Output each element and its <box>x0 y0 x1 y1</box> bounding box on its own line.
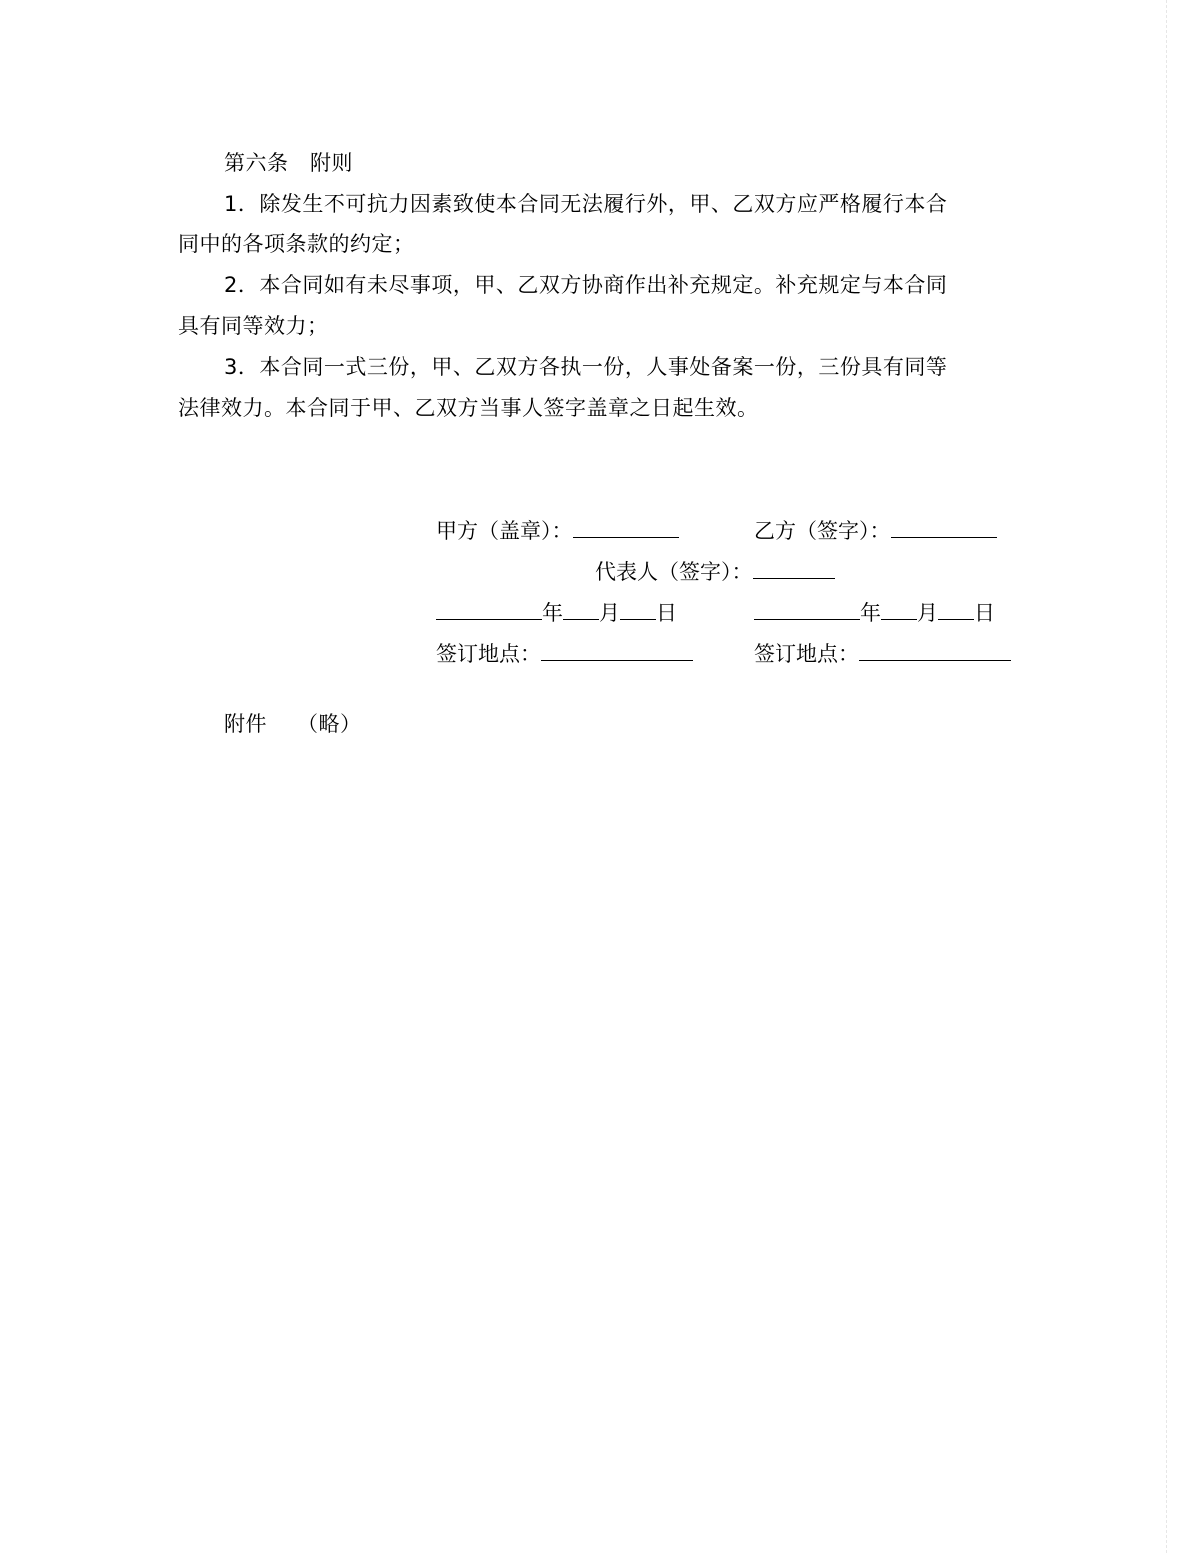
party-a-year-label: 年 <box>542 601 563 625</box>
representative-label: 代表人（签字）： <box>595 560 753 584</box>
party-b-blank <box>891 517 997 538</box>
party-b-place-label: 签订地点： <box>754 642 859 666</box>
article-heading: 第六条 附则 <box>224 151 353 175</box>
party-b-year-blank <box>754 599 860 620</box>
representative-signature <box>595 558 835 586</box>
party-a-year-blank <box>436 599 542 620</box>
party-a-month-label: 月 <box>599 601 620 625</box>
party-b-day-label: 日 <box>974 601 995 625</box>
party-a-blank <box>573 517 679 538</box>
party-a-label: 甲方（盖章）： <box>436 519 573 543</box>
party-b-year-label: 年 <box>860 601 881 625</box>
party-b-month-blank <box>881 599 917 620</box>
party-b-label: 乙方（签字）： <box>754 519 891 543</box>
party-a-place-label: 签订地点： <box>436 642 541 666</box>
page-edge-guide <box>1166 0 1167 1553</box>
clause-2-line-1: 2．本合同如有未尽事项，甲、乙双方协商作出补充规定。补充规定与本合同 <box>224 273 948 297</box>
party-b-month-label: 月 <box>917 601 938 625</box>
attachment-line <box>224 710 362 738</box>
party-b-signature <box>754 517 997 545</box>
attachment-note: （略） <box>297 712 362 736</box>
party-a-day-blank <box>620 599 656 620</box>
party-b-day-blank <box>938 599 974 620</box>
attachment-label: 附件 <box>224 712 267 736</box>
party-a-place-blank <box>541 640 693 661</box>
party-a-month-blank <box>563 599 599 620</box>
party-b-place <box>754 640 1011 668</box>
clause-1-line-2: 同中的各项条款的约定； <box>178 232 415 256</box>
party-a-signature <box>436 517 679 545</box>
clause-3-line-2: 法律效力。本合同于甲、乙双方当事人签字盖章之日起生效。 <box>178 396 759 420</box>
clause-1-line-1: 1．除发生不可抗力因素致使本合同无法履行外，甲、乙双方应严格履行本合 <box>224 192 948 216</box>
party-a-date <box>436 599 677 627</box>
clause-3-line-1: 3．本合同一式三份，甲、乙双方各执一份，人事处备案一份，三份具有同等 <box>224 355 948 379</box>
party-b-place-blank <box>859 640 1011 661</box>
clause-2-line-2: 具有同等效力； <box>178 314 329 338</box>
party-a-day-label: 日 <box>656 601 677 625</box>
party-a-place <box>436 640 693 668</box>
party-b-date <box>754 599 995 627</box>
representative-blank <box>753 558 835 579</box>
